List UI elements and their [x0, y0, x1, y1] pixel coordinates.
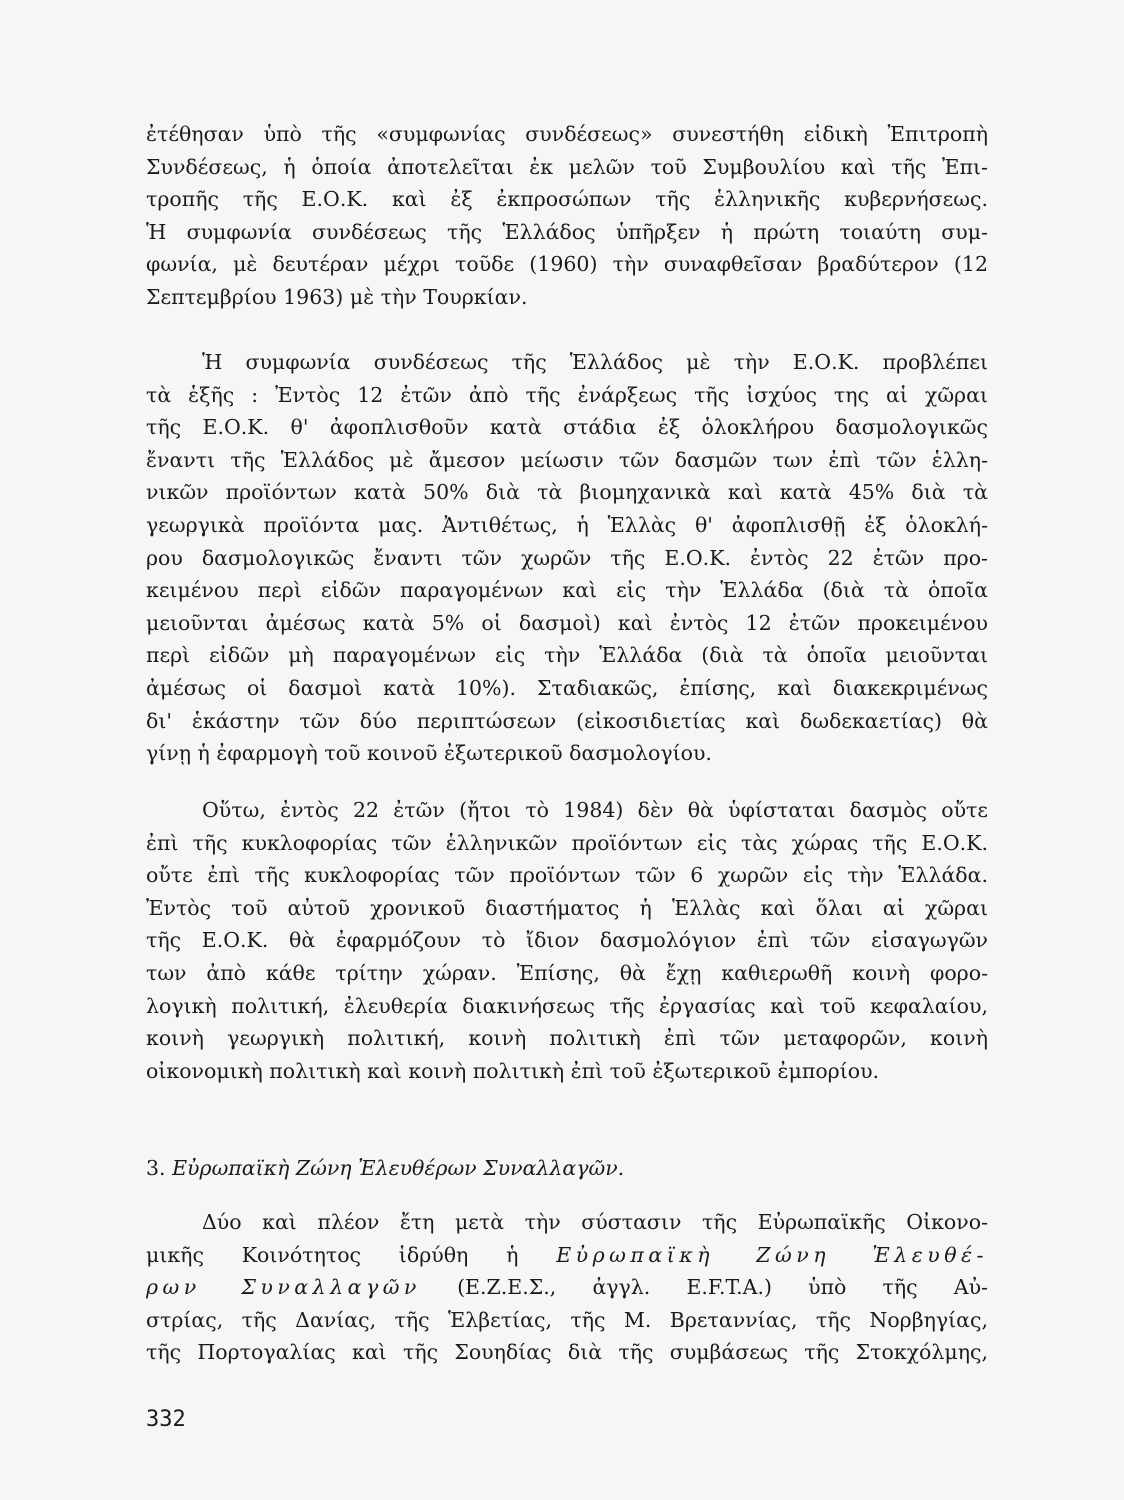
- text-line: των ἀπὸ κάθε τρίτην χώραν. Ἐπίσης, θὰ ἔχῃ καθιερωθῆ κοινὴ φορο-: [146, 960, 988, 985]
- text-line: κοινὴ γεωργικὴ πολιτική, κοινὴ πολιτικὴ ἐπὶ τῶν μεταφορῶν, κοινὴ: [146, 1026, 988, 1051]
- text-line: ἀμέσως οἱ δασμοὶ κατὰ 10%). Σταδιακῶς, ἐπίσης, καὶ διακεκριμένως: [146, 675, 988, 700]
- text-line: τὰ ἑξῆς : Ἐντὸς 12 ἐτῶν ἀπὸ τῆς ἐνάρξεως τῆς ἰσχύος της αἱ χῶραι: [146, 382, 988, 407]
- section-title: Εὐρωπαϊκὴ Ζώνη Ἐλευθέρων Συναλλαγῶν.: [172, 1156, 625, 1180]
- page-number: 332: [146, 1407, 186, 1432]
- text-line: ἐπὶ τῆς κυκλοφορίας τῶν ἑλληνικῶν προϊόντων εἰς τὰς χώρας τῆς Ε.Ο.Κ.: [146, 830, 988, 855]
- text-line: [146, 1271, 988, 1304]
- text-line: ρου δασμολογικῶς ἔναντι τῶν χωρῶν τῆς Ε.Ο.Κ. ἐντὸς 22 ἐτῶν προ-: [146, 545, 988, 570]
- text-line: Σεπτεμβρίου 1963) μὲ τὴν Τουρκίαν.: [146, 284, 528, 309]
- text-line: δι' ἑκάστην τῶν δύο περιπτώσεων (εἰκοσιδιετίας καὶ δωδεκαετίας) θὰ: [146, 708, 988, 733]
- text-span: μικῆς Κοινότητος ἱδρύθη ἡ: [146, 1242, 519, 1267]
- section-heading: [146, 1152, 988, 1185]
- text-line: οἰκονομικὴ πολιτικὴ καὶ κοινὴ πολιτικὴ ἐπὶ τοῦ ἐξωτερικοῦ ἐμπορίου.: [146, 1058, 880, 1083]
- spaced-emphasis: Εὐρωπαϊκὴ Ζώνη Ἐλευθέ-: [556, 1242, 988, 1267]
- paragraph-efta: [146, 1206, 988, 1369]
- text-line: περὶ εἰδῶν μὴ παραγομένων εἰς τὴν Ἑλλάδα (διὰ τὰ ὁποῖα μειοῦνται: [146, 643, 988, 668]
- text-line: ἔναντι τῆς Ἑλλάδος μὲ ἄμεσον μείωσιν τῶν δασμῶν των ἐπὶ τῶν ἑλλη-: [146, 447, 988, 472]
- text-line: μειοῦνται ἀμέσως κατὰ 5% οἱ δασμοὶ) καὶ ἐντὸς 12 ἐτῶν προκειμένου: [146, 610, 988, 635]
- section-number: 3.: [146, 1156, 166, 1180]
- text-line: Δύο καὶ πλέον ἔτη μετὰ τὴν σύστασιν τῆς Εὐρωπαϊκῆς Οἰκονο-: [202, 1210, 988, 1234]
- text-line: Ἐντὸς τοῦ αὐτοῦ χρονικοῦ διαστήματος ἡ Ἑλλὰς καὶ ὅλαι αἱ χῶραι: [146, 895, 988, 920]
- text-line: τῆς Ε.Ο.Κ. θὰ ἐφαρμόζουν τὸ ἴδιον δασμολόγιον ἐπὶ τῶν εἰσαγωγῶν: [146, 928, 988, 953]
- text-span: (Ε.Ζ.Ε.Σ., ἀγγλ. E.F.T.A.) ὑπὸ τῆς Αὐ-: [457, 1275, 988, 1300]
- text-line: φωνία, μὲ δευτέραν μέχρι τοῦδε (1960) τὴν συναφθεῖσαν βραδύτερον (12: [146, 252, 988, 277]
- text-line: τῆς Πορτογαλίας καὶ τῆς Σουηδίας διὰ τῆς συμβάσεως τῆς Στοκχόλμης,: [146, 1340, 988, 1365]
- text-line: τῆς Ε.Ο.Κ. θ' ἀφοπλισθοῦν κατὰ στάδια ἐξ ὁλοκλήρου δασμολογικῶς: [146, 415, 988, 440]
- spaced-emphasis: ρων Συναλλαγῶν: [146, 1275, 421, 1300]
- text-line: στρίας, τῆς Δανίας, τῆς Ἑλβετίας, τῆς Μ. Βρεταννίας, τῆς Νορβηγίας,: [146, 1307, 988, 1332]
- text-line: τροπῆς τῆς Ε.Ο.Κ. καὶ ἐξ ἐκπροσώπων τῆς ἑλληνικῆς κυβερνήσεως.: [146, 187, 988, 212]
- text-line: γεωργικὰ προϊόντα μας. Ἀντιθέτως, ἡ Ἑλλὰς θ' ἀφοπλισθῇ ἐξ ὁλοκλή-: [146, 512, 988, 537]
- text-line: κειμένου περὶ εἰδῶν παραγομένων καὶ εἰς τὴν Ἑλλάδα (διὰ τὰ ὁποῖα: [146, 578, 988, 603]
- text-line: Συνδέσεως, ἡ ὁποία ἀποτελεῖται ἐκ μελῶν τοῦ Συμβουλίου καὶ τῆς Ἐπι-: [146, 154, 988, 179]
- text-line: οὔτε ἐπὶ τῆς κυκλοφορίας τῶν προϊόντων τῶν 6 χωρῶν εἰς τὴν Ἑλλάδα.: [146, 863, 988, 888]
- text-line: Ἡ συμφωνία συνδέσεως τῆς Ἑλλάδος ὑπῆρξεν ἡ πρώτη τοιαύτη συμ-: [146, 219, 988, 244]
- text-line: ἐτέθησαν ὑπὸ τῆς «συμφωνίας συνδέσεως» συνεστήθη εἰδικὴ Ἐπιτροπὴ: [146, 122, 988, 146]
- text-line: νικῶν προϊόντων κατὰ 50% διὰ τὰ βιομηχανικὰ καὶ κατὰ 45% διὰ τὰ: [146, 480, 988, 505]
- text-line: Οὕτω, ἐντὸς 22 ἐτῶν (ἤτοι τὸ 1984) δὲν θὰ ὑφίσταται δασμὸς οὔτε: [202, 798, 988, 822]
- text-line: λογικὴ πολιτική, ἐλευθερία διακινήσεως τῆς ἐργασίας καὶ τοῦ κεφαλαίου,: [146, 993, 988, 1018]
- text-line: [146, 1239, 988, 1272]
- paragraph-outcome-1984: [146, 794, 988, 1087]
- text-line: γίνῃ ἡ ἐφαρμογὴ τοῦ κοινοῦ ἐξωτερικοῦ δασμολογίου.: [146, 741, 712, 766]
- text-line: Ἡ συμφωνία συνδέσεως τῆς Ἑλλάδος μὲ τὴν Ε.Ο.Κ. προβλέπει: [202, 350, 988, 374]
- paragraph-agreement-terms: [146, 346, 988, 770]
- paragraph-association-committee: [146, 118, 988, 314]
